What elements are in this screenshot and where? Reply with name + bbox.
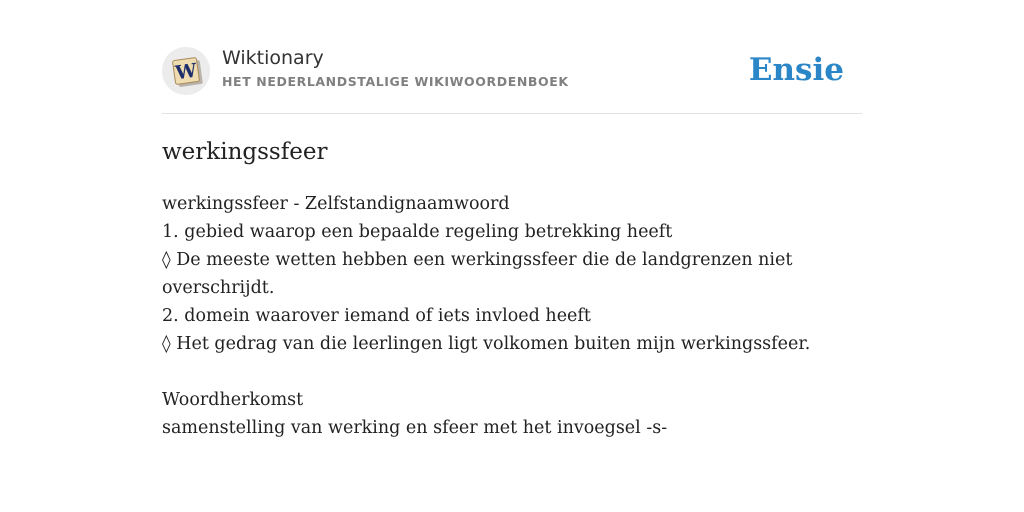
- header: [162, 46, 862, 96]
- etymology-heading: Woordherkomst: [162, 390, 304, 410]
- brand-name[interactable]: Wiktionary: [222, 47, 324, 69]
- example-2: ◊ Het gedrag van die leerlingen ligt volkomen buiten mijn werkingssfeer.: [162, 334, 811, 354]
- sense-1: 1. gebied waarop een bepaalde regeling betrekking heeft: [162, 222, 673, 242]
- example-1: ◊ De meeste wetten hebben een werkingssfeer die de landgrenzen niet overschrijdt.: [162, 250, 793, 298]
- wiktionary-logo-icon[interactable]: [162, 47, 210, 95]
- etymology-text: samenstelling van werking en sfeer met het invoegsel -s-: [162, 418, 668, 438]
- svg-text:W: W: [174, 59, 199, 85]
- brand: [222, 46, 569, 91]
- header-divider: [162, 113, 862, 114]
- sense-2: 2. domein waarover iemand of iets invloed heeft: [162, 306, 591, 326]
- brand-tagline: HET NEDERLANDSTALIGE WIKIWOORDENBOEK: [222, 74, 569, 89]
- definition-header: werkingssfeer - Zelfstandignaamwoord: [162, 194, 510, 214]
- spacer: [162, 358, 862, 386]
- ensie-site-link[interactable]: Ensie: [748, 52, 844, 88]
- page-title: werkingssfeer: [162, 139, 328, 165]
- entry-content: [162, 190, 862, 442]
